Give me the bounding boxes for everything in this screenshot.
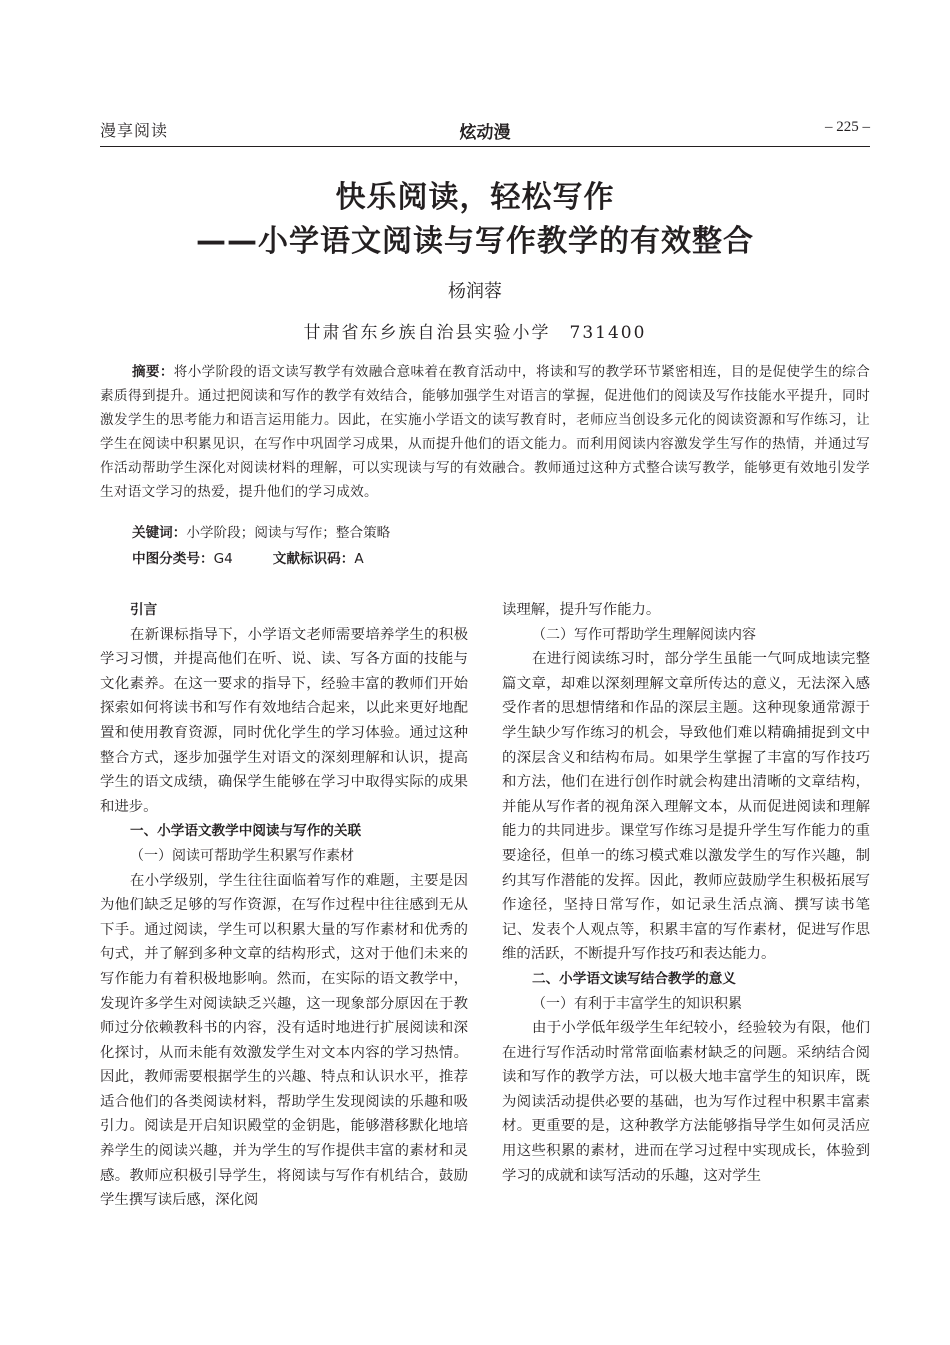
keywords-text: 小学阶段；阅读与写作；整合策略 xyxy=(186,525,391,541)
clc-label: 中图分类号： xyxy=(132,551,214,567)
classification xyxy=(132,547,364,567)
abstract-label: 摘要： xyxy=(132,364,174,380)
article-title: 快乐阅读，轻松写作 xyxy=(335,180,615,215)
running-header xyxy=(100,118,870,147)
section-1-subheading-2: （二）写作可帮助学生理解阅读内容 xyxy=(532,626,756,643)
intro-heading: 引言 xyxy=(130,602,158,618)
header-column-name: 漫享阅读 xyxy=(100,121,169,140)
intro-paragraph: 在新课标指导下，小学语文老师需要培养学生的积极学习习惯，并提高他们在听、说、读、写各方面的技能与文化素养。在这一要求的指导下，经验丰富的教师们开始探索如何将读书和写作有效地结合起来，以此来更好地配置和使用教育资源，同时优化学生的学习体验。通过这种整合方式，逐步加强学生对语文的深刻理解和认识，提高学生的语文成绩，确保学生能够在学习中取得实际的成果和进步。 xyxy=(100,626,468,815)
keywords xyxy=(132,521,390,541)
left-column xyxy=(100,598,468,1213)
right-column xyxy=(502,598,870,1188)
page-number: – 225 – xyxy=(825,119,870,135)
section-2-heading: 二、小学语文读写结合教学的意义 xyxy=(532,970,736,987)
section-1-subheading-1: （一）阅读可帮助学生积累写作素材 xyxy=(130,847,354,864)
continued-paragraph: 读理解，提升写作能力。 xyxy=(502,602,661,618)
section-2-subheading-1: （一）有利于丰富学生的知识积累 xyxy=(532,995,742,1012)
section-1-heading: 一、小学语文教学中阅读与写作的关联 xyxy=(130,823,362,840)
doc-code-label: 文献标识码： xyxy=(272,551,355,567)
author-affiliation: 甘肃省东乡族自治县实验小学 731400 xyxy=(303,323,647,343)
section-1-1-paragraph: 在小学级别，学生往往面临着写作的难题，主要是因为他们缺乏足够的写作资源，在写作过程中往往感到无从下手。通过阅读，学生可以积累大量的写作素材和优秀的句式，并了解到多种文章的结构形式，这对于他们未来的写作能力有着积极地影响。然而，在实际的语文教学中，发现许多学生对阅读缺乏兴趣，这一现象部分原因在于教师过分依赖教科书的内容，没有适时地进行扩展阅读和深化探讨，从而未能有效激发学生对文本内容的学习热情。因此，教师需要根据学生的兴趣、特点和认识水平，推荐适合他们的各类阅读材料，帮助学生发现阅读的乐趣和吸引力。阅读是开启知识殿堂的金钥匙，能够潜移默化地培养学生的阅读兴趣，并为学生的写作提供丰富的素材和灵感。教师应积极引导学生，将阅读与写作有机结合，鼓励学生撰写读后感，深化阅 xyxy=(100,872,468,1209)
section-2-1-paragraph: 由于小学低年级学生年纪较小，经验较为有限，他们在进行写作活动时常常面临素材缺乏的问题。采纳结合阅读和写作的教学方法，可以极大地丰富学生的知识库，既为阅读活动提供必要的基础，也为写作过程中积累丰富素材。更重要的是，这种教学方法能够指导学生如何灵活应用这些积累的素材，进而在学习过程中实现成长，体验到学习的成就和读写活动的乐趣，这对学生 xyxy=(502,1020,870,1184)
author-name: 杨润蓉 xyxy=(448,281,502,302)
abstract-text: 将小学阶段的语文读写教学有效融合意味着在教育活动中，将读和写的教学环节紧密相连，目的是促使学生的综合素质得到提升。通过把阅读和写作的教学有效结合，能够加强学生对语言的掌握，促进他们的阅读及写作技能水平提升，同时激发学生的思考能力和语言运用能力。因此，在实施小学语文的读写教育时，老师应当创设多元化的阅读资源和写作练习，让学生在阅读中积累见识，在写作中巩固学习成果，从而提升他们的语文能力。而利用阅读内容激发学生写作的热情，并通过写作活动帮助学生深化对阅读材料的理解，可以实现读与写的有效融合。教师通过这种方式整合读写教学，能够更有效地引发学生对语文学习的热爱，提升他们的学习成效。 xyxy=(100,364,870,500)
header-journal-name: 炫动漫 xyxy=(459,123,511,143)
abstract xyxy=(100,360,870,504)
keywords-label: 关键词： xyxy=(132,525,187,541)
doc-code-value: A xyxy=(354,551,364,567)
section-1-2-paragraph: 在进行阅读练习时，部分学生虽能一气呵成地读完整篇文章，却难以深刻理解文章所传达的意义，无法深入感受作者的思想情绪和作品的深层主题。这种现象通常源于学生缺少写作练习的机会，导致他们难以精确捕捉到文中的深层含义和结构布局。如果学生掌握了丰富的写作技巧和方法，他们在进行创作时就会构建出清晰的文章结构，并能从写作者的视角深入理解文本，从而促进阅读和理解能力的共同进步。课堂写作练习是提升学生写作能力的重要途径，但单一的练习模式难以激发学生的写作兴趣，制约其写作潜能的发挥。因此，教师应鼓励学生积极拓展写作途径，坚持日常写作，如记录生活点滴、撰写读书笔记、发表个人观点等，积累丰富的写作素材，促进写作思维的活跃，不断提升写作技巧和表达能力。 xyxy=(502,651,870,963)
article-subtitle: ——小学语文阅读与写作教学的有效整合 xyxy=(196,224,754,259)
clc-value: G4 xyxy=(213,551,233,567)
